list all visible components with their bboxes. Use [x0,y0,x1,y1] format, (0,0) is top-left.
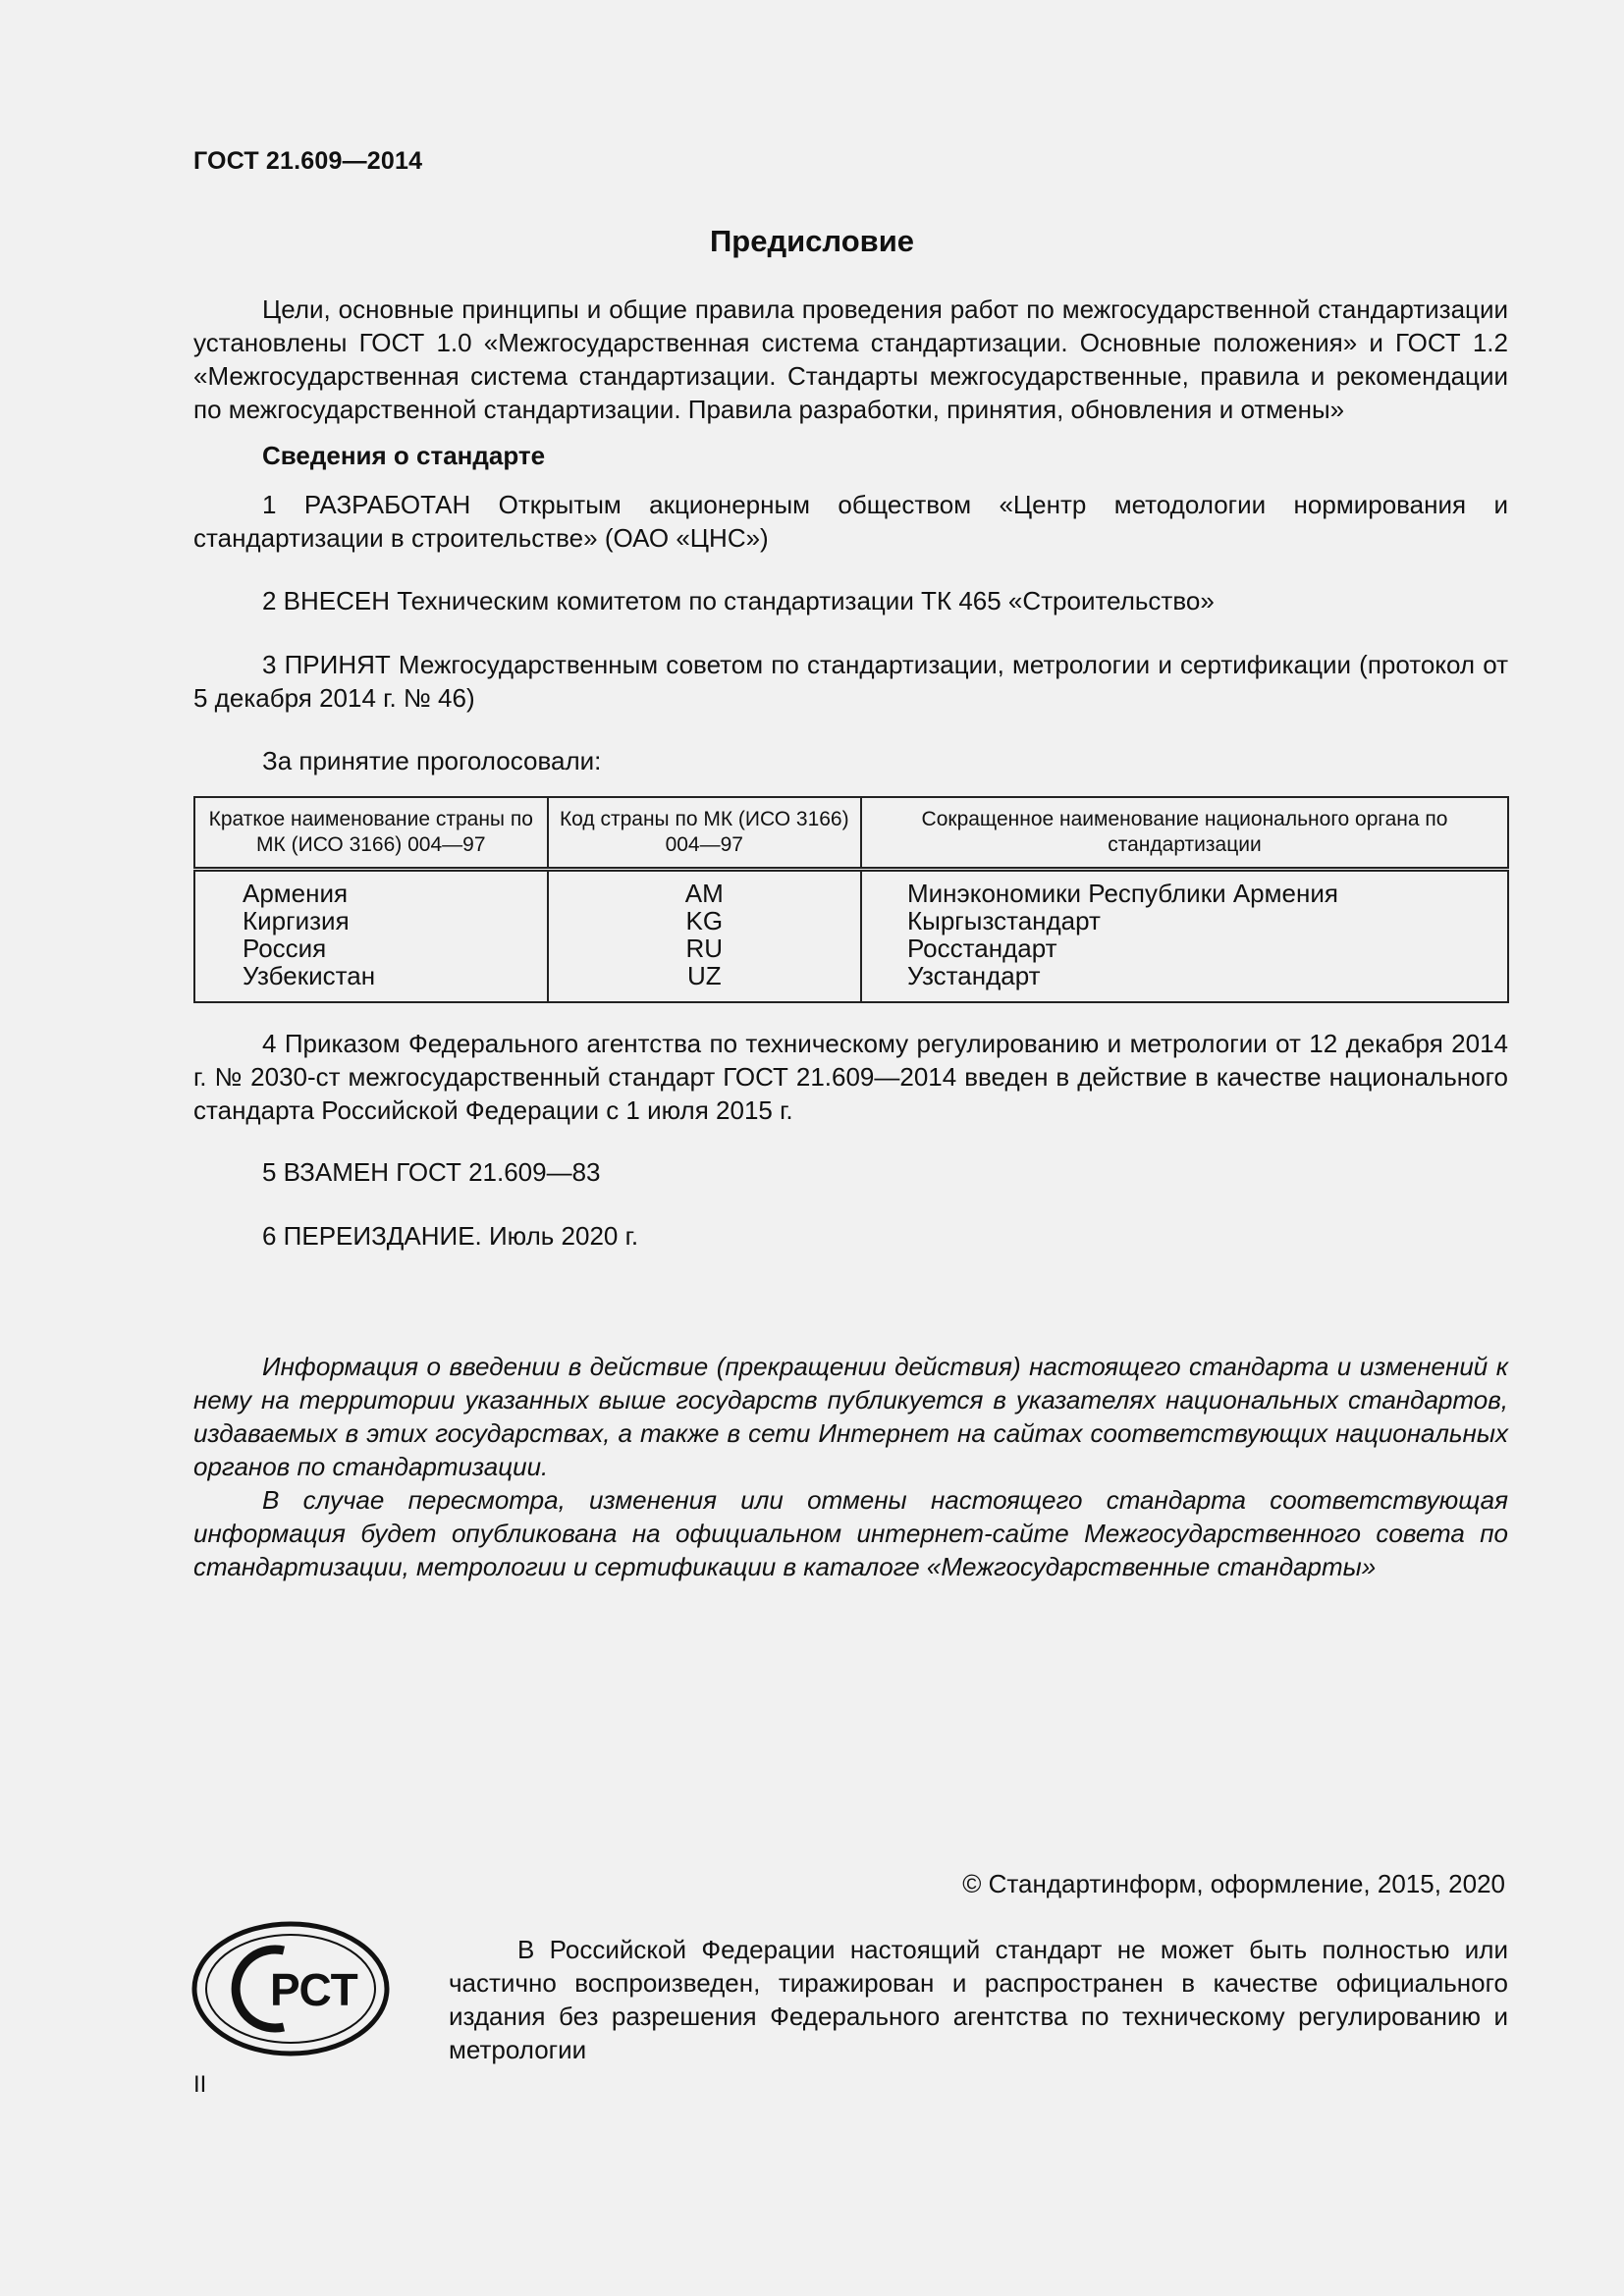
country-name: Киргизия [194,907,548,934]
item-enacted [193,1027,1508,1127]
rst-certification-logo-icon [191,1921,390,2056]
country-name: Узбекистан [194,962,548,1002]
info-paragraph-1: Информация о введении в действие (прекращении действия) настоящего стандарта и изменений к нему на территории указанных выше государств публикуется в указателях национальных стандартов, издаваемых в этих государствах, а также в сети Интернет на сайтах соответствующих национальных органов по стандартизации. [193,1352,1508,1481]
voting-countries-table [193,796,1509,1003]
item-2-text: 2 ВНЕСЕН Техническим комитетом по стандартизации ТК 465 «Строительство» [262,586,1215,615]
rf-copyright-notice [449,1933,1508,2066]
item-6-text: 6 ПЕРЕИЗДАНИЕ. Июль 2020 г. [262,1221,639,1251]
section-subheading: Сведения о стандарте [262,441,546,470]
item-replaces [193,1155,1508,1189]
logo-letter-r: РСТ [270,1964,358,2015]
table-header-row [194,797,1508,870]
item-developed [193,488,1508,555]
authority-name: Минэкономики Республики Армения [861,870,1508,908]
table-row [194,907,1508,934]
intro-paragraph [193,293,1508,426]
info-block [193,1350,1508,1583]
country-code: AM [548,870,861,908]
voted-label: За принятие проголосовали: [262,746,602,775]
standard-code: ГОСТ 21.609—2014 [193,147,423,175]
country-name: Армения [194,870,548,908]
item-1-text: 1 РАЗРАБОТАН Открытым акционерным обществом «Центр методологии нормирования и стандартизации в строительстве» (ОАО «ЦНС») [193,490,1508,553]
country-code: KG [548,907,861,934]
info-paragraph-2: В случае пересмотра, изменения или отмены настоящего стандарта соответствующая информация будет опубликована на официальном интернет-сайте Межгосударственного совета по стандартизации, метрологии и сертификации в каталоге «Межгосударственные стандарты» [193,1485,1508,1581]
country-name: Россия [194,934,548,962]
country-code: RU [548,934,861,962]
column-header-code: Код страны по МК (ИСО 3166) 004—97 [548,797,861,870]
column-header-country: Краткое наименование страны по МК (ИСО 3166) 004—97 [194,797,548,870]
intro-text: Цели, основные принципы и общие правила проведения работ по межгосударственной стандартизации установлены ГОСТ 1.0 «Межгосударственная система стандартизации. Основные положения» и ГОСТ 1.2 «Межгосударственная система стандартизации. Стандарты межгосударственные, правила и рекомендации по межгосударственной стандартизации. Правила разработки, принятия, обновления и отмены» [193,294,1508,424]
item-adopted [193,648,1508,715]
item-3-text: 3 ПРИНЯТ Межгосударственным советом по стандартизации, метрологии и сертификации (протокол от 5 декабря 2014 г. № 46) [193,650,1508,713]
column-header-authority: Сокращенное наименование национального органа по стандартизации [861,797,1508,870]
authority-name: Узстандарт [861,962,1508,1002]
copyright-line: © Стандартинформ, оформление, 2015, 2020 [962,1869,1505,1898]
item-reissue [193,1219,1508,1253]
item-introduced [193,584,1508,617]
table-row [194,934,1508,962]
authority-name: Росстандарт [861,934,1508,962]
item-4-text: 4 Приказом Федерального агентства по техническому регулированию и метрологии от 12 декабря 2014 г. № 2030-ст межгосударственный стандарт ГОСТ 21.609—2014 введен в действие в качестве национального стандарта Российской Федерации с 1 июля 2015 г. [193,1029,1508,1125]
authority-name: Кыргызстандарт [861,907,1508,934]
page-title: Предисловие [709,224,914,258]
table-row [194,962,1508,1002]
table-row [194,870,1508,908]
rf-notice-text: В Российской Федерации настоящий стандарт не может быть полностью или частично воспроизведен, тиражирован и распространен в качестве официального издания без разрешения Федерального агентства по техническому регулированию и метрологии [449,1935,1508,2064]
item-5-text: 5 ВЗАМЕН ГОСТ 21.609—83 [262,1157,601,1187]
country-code: UZ [548,962,861,1002]
page-number: II [193,2071,207,2098]
